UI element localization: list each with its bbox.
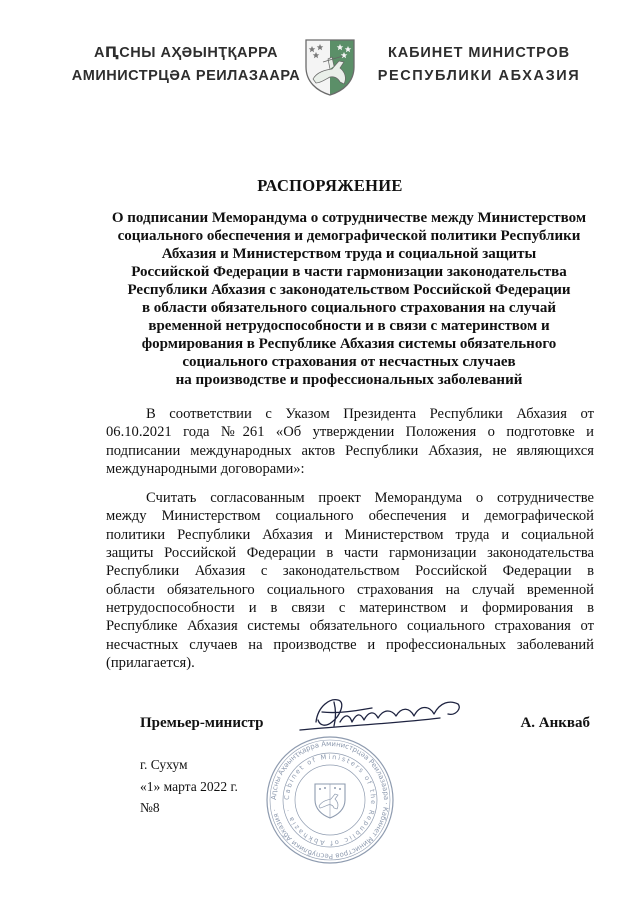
paragraph-line: международными договорами»: [106,461,305,478]
paragraph-line: нетрудоспособности и в связи с материнством и формирования в [106,600,594,617]
subject-line: социального обеспечения и демографической политики Республики [117,228,581,244]
document-title: РАСПОРЯЖЕНИЕ [257,176,403,195]
paragraph-line: подписании международных актов Республики Абхазия, не являющихся [106,442,594,459]
paragraph-line: Республике Абхазия системы обязательного социального страхования от [106,618,594,635]
paragraph-line: (прилагается). [106,655,195,672]
seal-emblem-icon [315,784,345,818]
subject-line: О подписании Меморандума о сотрудничестве между Министерством [111,210,587,226]
paragraph-line: Считать согласованным проект Меморандума о сотрудничестве [146,490,594,506]
paragraph-line: Республики Абхазия с законодательством Российской Федерации в [106,563,594,580]
document-place: г. Сухум [140,757,188,772]
signatory-position: Премьер-министр [140,715,264,731]
subject-line: в области обязательного социального страхования на случай [141,300,557,316]
paragraph-resolution [106,489,594,672]
subject-line: формирования в Республике Абхазия системы обязательного [141,336,557,352]
subject-line: Российской Федерации в части гармонизации законодательства [131,264,567,280]
subject-line: на производстве и профессиональных заболеваний [175,372,523,388]
seal-inner-text-path: Cabinet of Ministers of the Republic of Abkhazia · [282,752,378,848]
paragraph-line: несчастных случаев на производстве и профессиональных заболеваний [106,636,594,653]
document-subject [106,209,592,389]
document-date: «1» марта 2022 г. [140,779,238,794]
letterhead-abkhaz [70,42,302,88]
subject-line: временной нетрудоспособности и в связи с материнством и [148,318,550,334]
handwritten-signature-icon [295,690,470,740]
paragraph-line: В соответствии с Указом Президента Республики Абхазия от [146,406,594,422]
paragraph-line: 06.10.2021 года №261 «Об утверждении Положения о подготовке и [106,424,594,441]
abkhazia-coat-of-arms-icon [303,37,357,97]
paragraph-preamble [106,405,594,478]
signatory-name: А. Анкваб [520,715,590,731]
letterhead-abkhaz-line2: АМИНИСТРЦӘА РЕИЛАЗААРА [71,68,301,84]
paragraph-line: политики Республики Абхазия и Министерством труда и социальной [106,526,594,543]
document-number: №8 [140,800,160,815]
letterhead-russian-line1: КАБИНЕТ МИНИСТРОВ [387,45,571,61]
paragraph-line: между Министерством социального обеспечения и демографической [106,508,594,525]
seal-outer-text-path: Аԥсны Аҳәынҭқарра Аминистрцәа Реилазаара · Кабинет Министров Республики Абхазия · [269,739,391,861]
paragraph-line: защиты Российской Федерации в части гармонизации законодательства [106,545,594,562]
subject-line: социального страхования от несчастных случаев [182,354,516,370]
paragraph-line: области обязательного социального страхования на случай временной [106,581,594,598]
subject-line: Абхазия и Министерством труда и социальной защиты [161,246,537,262]
official-seal-icon [264,734,396,866]
letterhead-abkhaz-line1: АԤСНЫ АҲӘЫНҬҚАРРА [93,45,279,61]
subject-line: Республики Абхазия с законодательством Российской Федерации [127,282,571,298]
letterhead-russian-line2: РЕСПУБЛИКИ АБХАЗИЯ [377,68,581,84]
letterhead-russian [366,42,592,88]
